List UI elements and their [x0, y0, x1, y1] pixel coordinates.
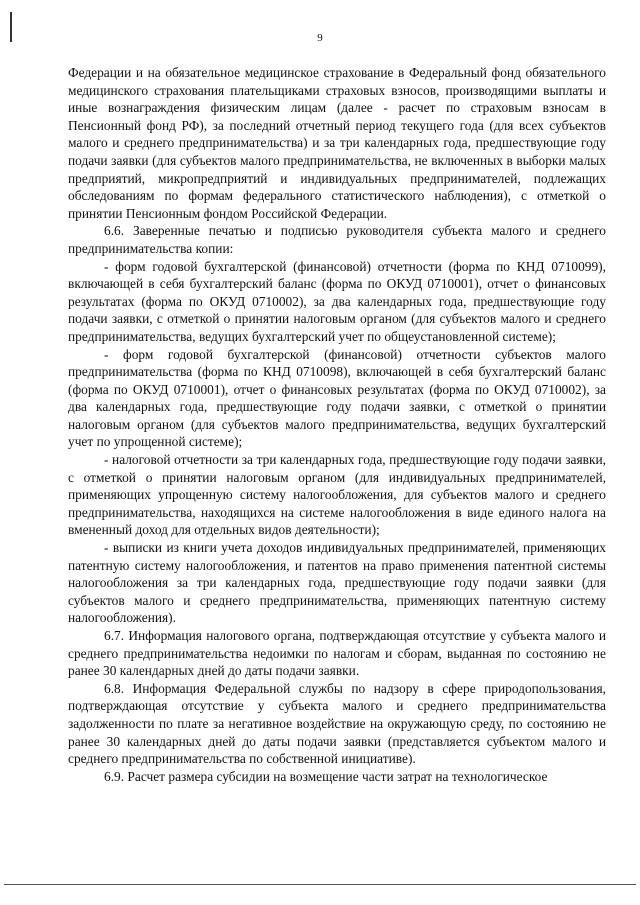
bottom-scan-line: [4, 884, 636, 885]
paragraph-6-8: 6.8. Информация Федеральной службы по надзору в сфере природопользования, подтверждающая отсутствие у субъекта малого и среднего предпринимательства задолженности по плате за негативное воздействие на окружающую среду, по состоянию не ранее 30 календарных дней до даты подачи заявки (представляется субъектом малого и среднего предпринимательства по собственной инициативе).: [68, 680, 606, 767]
list-item-small-business-reporting: - форм годовой бухгалтерской (финансовой) отчетности субъектов малого предпринимательства (форма по КНД 0710098), включающей в себя бухгалтерский баланс (форма по ОКУД 0710001), отчет о финансовых результатах (форма по ОКУД 0710002), за два календарных года, предшествующие году подачи заявки, с отметкой о принятии налоговым органом (для субъектов малого предпринимательства, ведущих бухгалтерский учет по упрощенной системе);: [68, 346, 606, 450]
list-item-income-book-extracts: - выписки из книги учета доходов индивидуальных предпринимателей, применяющих патентную систему налогообложения, и патентов на право применения патентной системы налогообложения за три календарных года, предшествующие году подачи заявки (для субъектов малого и среднего предпринимательства, применяющих патентную систему налогообложения).: [68, 540, 606, 626]
paragraph-6-7: 6.7. Информация налогового органа, подтверждающая отсутствие у субъекта малого и среднего предпринимательства недоимки по налогам и сборам, выданная по состоянию не ранее 30 календарных дней до даты подачи заявки.: [68, 628, 606, 679]
list-item-annual-reporting: - форм годовой бухгалтерской (финансовой) отчетности (форма по КНД 0710099), включающей в себя бухгалтерский баланс (форма по ОКУД 0710001), отчет о финансовых результатах (форма по ОКУД 0710002), за два календарных года, предшествующие году подачи заявки, с отметкой о принятии налоговым органом (для субъектов малого и среднего предпринимательства, ведущих бухгалтерский учет по общеустановленной системе);: [68, 258, 606, 344]
paragraph-continuation: Федерации и на обязательное медицинское страхование в Федеральный фонд обязательного медицинского страхования плательщиками страховых взносов, производящими выплаты и иные вознаграждения физическим лицам (далее - расчет по страховым взносам в Пенсионный фонд РФ), за последний отчетный период текущего года (для всех субъектов малого и среднего предпринимательства) и за три календарных года, предшествующие году подачи заявки (для субъектов малого предпринимательства, не включенных в выборки малых предприятий, микропредприятий и индивидуальных предпринимателей, подлежащих обследованиям по формам федерального статистического наблюдения), с отметкой о принятии Пенсионным фондом Российской Федерации.: [68, 65, 606, 221]
page-number: 9: [317, 32, 323, 44]
list-item-tax-reporting: - налоговой отчетности за три календарных года, предшествующие году подачи заявки, с отметкой о принятии налоговым органом (для индивидуальных предпринимателей, применяющих упрощенную систему налогообложения, для субъектов малого и среднего предпринимательства, находящихся на системе налогообложения в виде единого налога на вмененный доход для отдельных видов деятельности);: [68, 452, 606, 538]
paragraph-6-6: 6.6. Заверенные печатью и подписью руководителя субъекта малого и среднего предпринимательства копии:: [68, 223, 606, 256]
paragraph-6-9: 6.9. Расчет размера субсидии на возмещение части затрат на технологическое: [104, 768, 548, 784]
document-body: [68, 64, 606, 785]
